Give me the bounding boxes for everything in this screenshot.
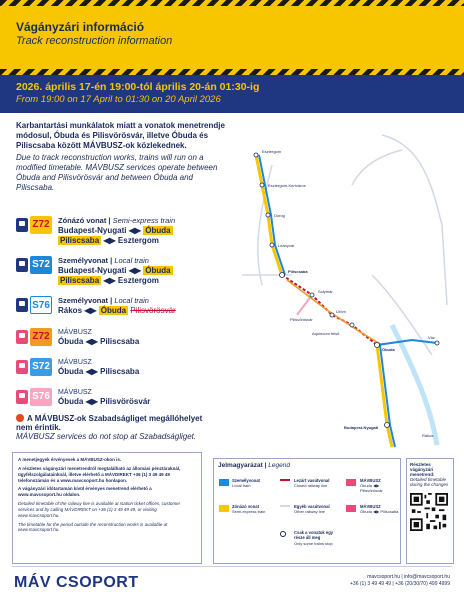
station-label: Budapest-Nyugati	[344, 425, 379, 430]
qr-box	[406, 458, 454, 564]
line-z72-south	[377, 345, 392, 447]
station-dot	[385, 423, 390, 428]
bus-icon	[346, 505, 356, 512]
station-label: Esztergom-Kertváros	[268, 183, 306, 188]
bus-icon	[346, 479, 356, 486]
legend-label-en: Óbuda ◀▶ Piliscsaba	[360, 509, 399, 515]
legend-label: Csak a vonatok egy része áll meg	[294, 530, 334, 541]
bus-icon	[16, 330, 28, 344]
legend-label: Zónázó vonat	[232, 504, 259, 509]
arrow-icon: ◀▶	[85, 337, 98, 347]
station-dot	[330, 313, 334, 317]
arrow-icon: ◀▶	[103, 236, 116, 246]
service-row-bus-s72	[16, 358, 226, 388]
legend-label: Egyéb vasútvonal	[294, 504, 330, 509]
station-label: Esztergom	[262, 149, 282, 154]
legend-swatch-closed	[280, 479, 290, 481]
station-dot	[310, 293, 314, 297]
station-to: Piliscsaba	[100, 367, 140, 377]
station-dot	[266, 213, 270, 217]
station-from: Rákos	[58, 305, 83, 315]
arrow-icon: ◀▶	[85, 397, 98, 407]
bus-brand: MÁVBUSZ	[58, 329, 92, 336]
station-from: Óbuda	[58, 397, 84, 407]
legend-swatch-local	[219, 479, 229, 486]
service-row-train-z72: Z72 Zónázó vonat | Semi-express train Budapest-Nyugati ◀▶ Óbuda Piliscsaba ◀▶ Esztergom	[16, 216, 226, 256]
arrow-icon: ◀▶	[103, 276, 116, 286]
footer-divider	[12, 566, 452, 567]
station-dot	[260, 183, 264, 187]
service-row-train-s76: S76 Személyvonat | Local train Rákos ◀▶ Óbuda Pilisvörösvár	[16, 296, 226, 328]
station-label: Aquincum felső	[312, 331, 340, 336]
station-label: Leányvár	[278, 243, 295, 248]
qr-label-en: Detailed timetable during the changes	[410, 477, 449, 487]
arrow-icon: ◀▶	[85, 367, 98, 377]
intro-text	[16, 121, 226, 193]
station-from: Óbuda	[58, 367, 84, 377]
stop-notice	[16, 414, 216, 441]
line-s76-east	[377, 340, 437, 345]
legend-label-en: Other railway line	[294, 509, 325, 515]
mav-logo: MÁV CSOPORT	[14, 574, 139, 591]
legend-label-en: Only some trains stop	[294, 540, 333, 546]
legend-swatch-partial-stop	[280, 531, 286, 537]
footer-contact	[350, 574, 450, 588]
cancelled-station: Pilisvörösvár	[130, 305, 176, 315]
contact-web[interactable]: mavcsoport.hu | info@mavcsoport.hu	[367, 574, 450, 580]
info-p4: Detailed timetable of the railway line is available at station ticket offices, customer services and by calling MÁVDIREKT on +36 (1) 3 49 49 49, or visiting www.mavcsoport.hu.	[18, 501, 181, 518]
legend-label: MÁVBUSZ	[360, 504, 381, 509]
legend-title-en: Legend	[268, 462, 290, 469]
station-to: Esztergom	[117, 236, 159, 246]
info-box	[12, 452, 202, 564]
station-to: Óbuda	[100, 305, 127, 315]
legend-label-en: Local train	[232, 483, 251, 489]
info-p3: A vágányzári időtartamán kívül érvényes menetrend elérhető a www.mavcsoport.hu oldalon.	[18, 486, 152, 498]
line-badge: Z72	[30, 216, 52, 234]
legend-label: Személyvonat	[232, 478, 260, 483]
bus-brand: MÁVBUSZ	[58, 389, 92, 396]
station-to: Esztergom	[117, 276, 159, 286]
station-label: Dorog	[274, 213, 285, 218]
info-p5: The timetable for the period outside the reconstruction works is available at www.mavcsoport.hu.	[18, 521, 168, 533]
service-list	[16, 216, 226, 418]
line-badge: Z72	[30, 328, 52, 346]
warning-icon	[16, 414, 24, 422]
station-to: Pilisvörösvár	[100, 397, 151, 407]
header	[0, 6, 464, 69]
qr-code-icon[interactable]	[410, 493, 448, 531]
contact-phone: +36 (1) 3 49 49 49 | +36 (20/30/70) 499 4999	[350, 581, 450, 587]
other-line	[352, 150, 402, 185]
info-p1: A menetjegyek érvényesek a MÁVBUSZ-okon is.	[18, 457, 122, 462]
station-to: Óbuda	[145, 265, 171, 275]
date-hu: 2026. április 17-én 19:00-tól április 20-án 01:30-ig	[16, 81, 260, 93]
line-badge: S72	[30, 256, 52, 274]
legend-label-en: Óbuda ◀▶ Pilisvörösvár	[360, 483, 383, 494]
intro-en: Due to track reconstruction works, trains will run on a modified timetable. MÁVBUSZ services operate between Óbuda and Pilisvörösvár and between Óbuda and Piliscsaba.	[16, 153, 218, 192]
legend-label: Lezárt vasútvonal	[294, 478, 330, 483]
station-dot	[254, 153, 258, 157]
station-from: Óbuda	[58, 337, 84, 347]
train-kind: Zónázó vonat	[58, 216, 107, 225]
notice-en: MÁVBUSZ services do not stop at Szabadságliget.	[16, 432, 197, 441]
train-kind-en: Local train	[114, 296, 149, 305]
service-row-bus-z72	[16, 328, 226, 358]
line-badge: S76	[30, 388, 52, 406]
station-to: Óbuda	[145, 225, 171, 235]
notice-hu: A MÁVBUSZ-ok Szabadságliget megállóhelyet nem érintik.	[16, 414, 203, 432]
train-kind-en: Semi-express train	[112, 216, 176, 225]
line-badge: S72	[30, 358, 52, 376]
train-kind: Személyvonat	[58, 256, 109, 265]
station-from: Piliscsaba	[60, 236, 100, 246]
bus-brand: MÁVBUSZ	[58, 359, 92, 366]
train-icon	[16, 298, 28, 312]
station-label: Pilisvörösvár	[290, 317, 313, 322]
qr-label-hu: Részletes vágányzári menetrend:	[410, 462, 435, 477]
route-map	[232, 125, 454, 449]
legend-title: Jelmagyarázat	[218, 462, 263, 469]
bus-icon	[16, 360, 28, 374]
other-line	[382, 135, 447, 305]
station-label: Óbuda	[382, 347, 395, 352]
station-to: Piliscsaba	[100, 337, 140, 347]
station-label: Piliscsaba	[288, 269, 308, 274]
train-icon	[16, 218, 28, 232]
legend: Jelmagyarázat | Legend Személyvonat Local train Zónázó vonat Semi-express train Lezárt vasútvonal Closed railway line Egyéb vasútvonal Other railway line Csak a vonatok egy része áll meg Only some trains stop MÁVBUSZ Óbuda ◀▶ Pilisvörösvár MÁVBUSZ Óbuda ◀▶ Piliscsaba	[213, 458, 401, 564]
legend-label-en: Closed railway line	[294, 483, 328, 489]
info-p2: A részletes vágányzári menetrendről megtalálható az állomási pénztáraknál, ügyfélszolgálatainknál, illetve elérhető a MÁVDIREKT +36 (1) 3 49 49 49 telefonszámán és a www.mavcsoport.hu honlapon.	[18, 465, 181, 483]
station-dot	[270, 243, 274, 247]
station-dot	[280, 273, 285, 278]
train-kind-en: Local train	[114, 256, 149, 265]
station-dot	[435, 341, 439, 345]
legend-swatch-semiexpress	[219, 505, 229, 512]
legend-label-en: Semi-express train	[232, 509, 266, 515]
train-icon	[16, 258, 28, 272]
station-label: Solymár	[318, 289, 333, 294]
line-badge: S76	[30, 296, 52, 314]
station-dot	[375, 343, 380, 348]
station-label: Rákos	[422, 433, 434, 438]
bus-icon	[16, 390, 28, 404]
page-title: Vágányzári információ	[16, 20, 145, 34]
arrow-icon: ◀▶	[128, 265, 141, 275]
station-from: Budapest-Nyugati	[58, 265, 127, 275]
arrow-icon: ◀▶	[84, 305, 97, 315]
arrow-icon: ◀▶	[128, 225, 141, 235]
date-band	[0, 75, 464, 113]
train-kind: Személyvonat	[58, 296, 109, 305]
station-from: Budapest-Nyugati	[58, 225, 127, 235]
page-subtitle: Track reconstruction information	[16, 35, 173, 47]
service-row-train-s72: S72 Személyvonat | Local train Budapest-Nyugati ◀▶ Óbuda Piliscsaba ◀▶ Esztergom	[16, 256, 226, 296]
legend-swatch-other	[280, 505, 290, 507]
station-from: Piliscsaba	[60, 276, 100, 286]
legend-label: MÁVBUSZ	[360, 478, 381, 483]
station-label: Üröm	[336, 309, 346, 314]
station-dot	[350, 323, 354, 327]
date-en: From 19:00 on 17 April to 01:30 on 20 April 2026	[16, 94, 221, 105]
station-label: Vác	[428, 335, 435, 340]
intro-hu: Karbantartási munkálatok miatt a vonatok menetrendje módosul, Óbuda és Pilisvörösvár, illetve Óbuda és Piliscsaba között MÁVBUSZ-ok közlekednek.	[16, 121, 225, 150]
